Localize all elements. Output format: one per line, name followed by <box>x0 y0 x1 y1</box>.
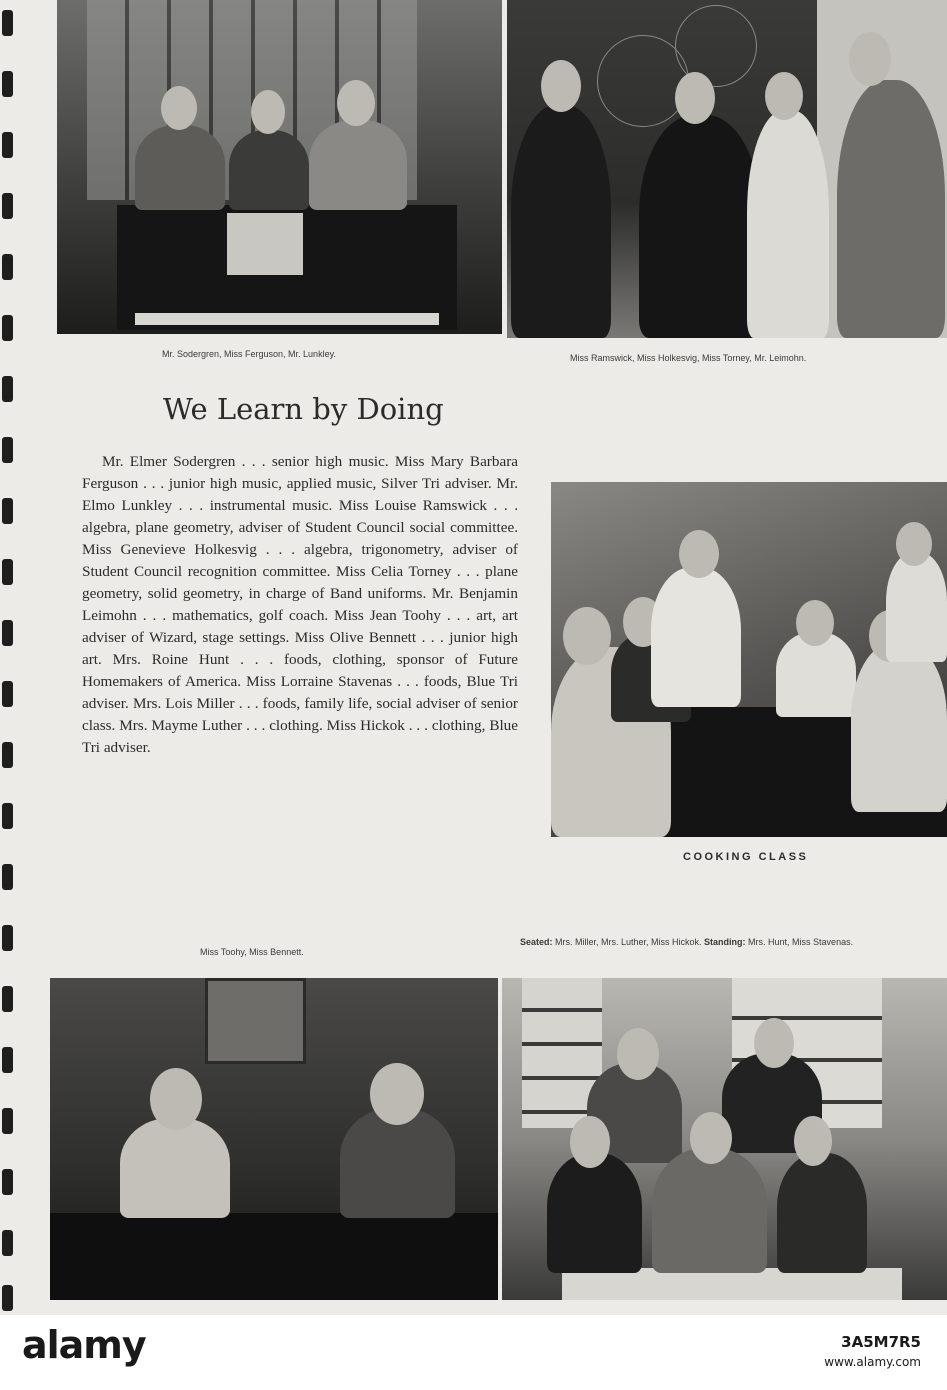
binding-ring <box>2 925 13 951</box>
binding-ring <box>2 559 13 585</box>
music-photo-caption: Mr. Sodergren, Miss Ferguson, Mr. Lunkley. <box>162 349 336 359</box>
art-photo-caption: Miss Toohy, Miss Bennett. <box>200 947 304 957</box>
table <box>50 1213 498 1300</box>
person <box>135 125 225 210</box>
face <box>617 1028 659 1080</box>
standing-names: Mrs. Hunt, Miss Stavenas. <box>745 937 854 947</box>
binding-ring <box>2 1108 13 1134</box>
watermark-brand: alamy <box>22 1323 146 1367</box>
face <box>849 32 891 86</box>
person <box>777 1153 867 1273</box>
face <box>675 72 715 124</box>
math-teachers-photo <box>507 0 947 338</box>
face <box>679 530 719 578</box>
homemaking-teachers-photo <box>502 978 947 1300</box>
art-teachers-photo <box>50 978 498 1300</box>
music-teachers-photo <box>57 0 502 334</box>
binding-ring <box>2 498 13 524</box>
stock-photo-footer <box>0 1315 947 1390</box>
binding-ring <box>2 864 13 890</box>
cooking-class-photo <box>551 482 947 837</box>
binding-ring <box>2 803 13 829</box>
watermark-image-id: 3A5M7R5 <box>841 1333 921 1351</box>
face <box>570 1116 610 1168</box>
binding-ring <box>2 681 13 707</box>
article-title: We Learn by Doing <box>163 392 444 426</box>
math-photo-caption: Miss Ramswick, Miss Holkesvig, Miss Torney, Mr. Leimohn. <box>570 353 807 363</box>
face <box>161 86 197 130</box>
person <box>652 1148 767 1273</box>
person <box>851 642 947 812</box>
binding-ring <box>2 986 13 1012</box>
article-body: Mr. Elmer Sodergren . . . senior high music. Miss Mary Barbara Ferguson . . . junior high music, applied music, Silver Tri adviser. Mr. Elmo Lunkley . . . instrumental music. Miss Louise Ramswick . . . algebra, plane geometry, adviser of Student Council social committee. Miss Genevieve Holkesvig . . . algebra, trigonometry, adviser of Student Council recognition committee. Miss Celia Torney . . . plane geometry, solid geometry, in charge of Band uniforms. Mr. Benjamin Leimohn . . . mathematics, golf coach. Miss Jean Toohy . . . art, art adviser of Wizard, stage settings. Miss Olive Bennett . . . junior high art. Mrs. Roine Hunt . . . foods, clothing, sponsor of Future Homemakers of America. Miss Lorraine Stavenas . . . foods, Blue Tri adviser. Mrs. Lois Miller . . . foods, family life, social adviser of senior class. Mrs. Mayme Luther . . . clothing. Miss Hickok . . . clothing, Blue Tri adviser. <box>82 453 518 756</box>
cooking-class-caption: COOKING CLASS <box>683 851 809 863</box>
piano-keys <box>135 313 439 325</box>
person <box>639 115 761 338</box>
watermark-site: www.alamy.com <box>824 1355 921 1369</box>
face <box>251 90 285 134</box>
binding-ring <box>2 376 13 402</box>
face <box>794 1116 832 1166</box>
binding-ring <box>2 193 13 219</box>
seated-label: Seated: <box>520 937 553 947</box>
binding-ring <box>2 254 13 280</box>
binding-ring <box>2 1285 13 1311</box>
binding-ring <box>2 437 13 463</box>
face <box>690 1112 732 1164</box>
person <box>747 110 829 338</box>
face <box>796 600 834 646</box>
face <box>370 1063 424 1125</box>
homemaking-photo-caption <box>520 937 942 947</box>
binding-ring <box>2 1230 13 1256</box>
face <box>541 60 581 112</box>
binding-ring <box>2 315 13 341</box>
face <box>150 1068 202 1130</box>
face <box>337 80 375 126</box>
person <box>547 1153 642 1273</box>
binding-ring <box>2 10 13 36</box>
binding-ring <box>2 1169 13 1195</box>
spiral-binding <box>0 0 30 1315</box>
person <box>120 1118 230 1218</box>
framed-painting <box>205 978 306 1064</box>
person <box>229 130 309 210</box>
person <box>886 552 947 662</box>
binding-ring <box>2 71 13 97</box>
person <box>837 80 945 338</box>
face <box>754 1018 794 1068</box>
sheet-music <box>227 213 303 275</box>
face <box>896 522 932 566</box>
standing-label: Standing: <box>704 937 746 947</box>
seated-names: Mrs. Miller, Mrs. Luther, Miss Hickok. <box>552 937 705 947</box>
person <box>511 105 611 338</box>
person <box>651 567 741 707</box>
binding-ring <box>2 132 13 158</box>
binding-ring <box>2 620 13 646</box>
face <box>563 607 611 665</box>
binding-ring <box>2 742 13 768</box>
person <box>309 120 407 210</box>
binding-ring <box>2 1047 13 1073</box>
face <box>765 72 803 120</box>
